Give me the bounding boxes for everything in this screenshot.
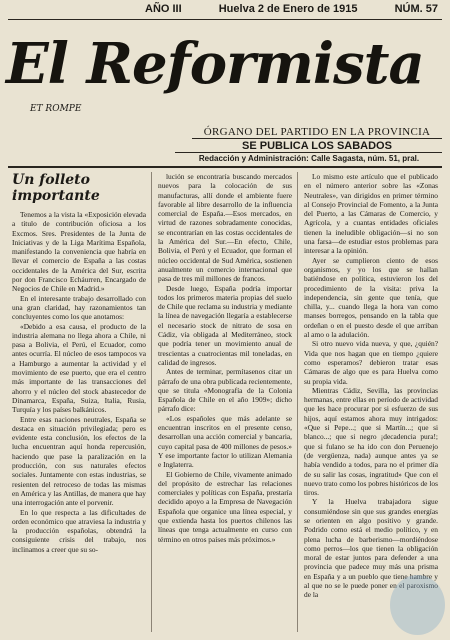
column-divider — [297, 172, 298, 632]
article-paragraph: lución se encontraría buscando mercados nuevos para la colocación de sus manufacturas, allí donde el ambiente fuere favorable al libre desarrollo de la influencia comercial de España.—Esos mercados, en virtud de razones sobradamente conocidas, se encontrarían en las costas occidentales de la América del Sur.—En efecto, Chile, Bolivia, el Perú y el Ecuador, que forman el núcleo occidental de Sud América, sostienen anualmente un comercio internacional que pasa de tres mil millones de francos. — [158, 172, 292, 284]
masthead-subtitle: ÓRGANO DEL PARTIDO EN LA PROVINCIA — [203, 126, 431, 138]
editorial-address: Redacción y Administración: Calle Sagasta, núm. 51, pral. — [198, 154, 420, 163]
article-paragraph: Tenemos a la vista la «Exposición elevada a título de contribución oficiosa a los Excmos. Sres. Presidentes de la Junta de Iniciativas y de la Liga Marítima Española, manifestando la conveniencia que habría en llevar el comercio de España a las costas occidentales de la América del Sur, escrita por don Francisco Echáurren, Encargado de Negocios de Chile en Madrid.» — [12, 210, 146, 294]
library-stamp — [390, 575, 445, 635]
masthead-rule — [8, 166, 442, 168]
issue-number: NÚM. 57 — [394, 3, 438, 15]
article-column-3 — [304, 172, 438, 636]
issue-year: AÑO III — [145, 3, 182, 15]
article-paragraph: En lo que respecta a las dificultades de orden económico que atraviesa la industria y la producción españolas, obtendrá la consiguiente crisis del trabajo, nos inclinamos a creer que su so- — [12, 507, 146, 554]
article-paragraph: Mientras Cádiz, Sevilla, las provincias hermanas, entre ellas en período de actividad que les hace procurar por si esfuerzo de sus hijos, aquí estamos ahora muy intrigados: «Que si Pepe...; que si Martín...; que si blanco...; que si negro ¡decadencia pura!; que si fulano se ha ido con don Peruenejo (de vergüenza, nada) aunque antes ya se había vendido a todos, para no el primer día de su salir las cosas, ingratitud» Que con el nuevo trato como los pobres históricos de los tiros. — [304, 385, 438, 498]
subtitle-rule — [192, 138, 442, 139]
article-paragraph: En el interesante trabajo desarrollado con una gran claridad, hay razonamientos tan concluyentes como los que anotamos: — [12, 293, 146, 322]
column-divider — [151, 172, 152, 632]
issue-header — [0, 0, 450, 18]
masthead-title: El Reformista — [6, 31, 424, 97]
article-paragraph: Entre esas naciones neutrales, España se destaca en situación privilegiada; pero es evidente esta conclusión, los efectos de la lucha encuentran aquí honda repercusión, haciendo que pase la paralización en la producción, con sus naturales efectos sociales. Juntamente con estas industrias, se resienten del retroceso de todas las mismas en América y las Antillas, de manera que hay una interrogación ante el porvenir. — [12, 414, 146, 508]
publication-schedule: SE PUBLICA LOS SABADOS — [242, 140, 392, 152]
article-paragraph: Lo mismo este artículo que el publicado en el número anterior sobre las «Zonas Neutrales», van dirigidos en primer término al Consejo Provincial de Fomento, a la Junta del Puerto, a las Cámaras de Comercio, y Agrícola, y a cuantas entidades oficiales tienen la ineludible obligación—si no son una farsa—de estudiar estos problemas para interesar a la opinión. — [304, 172, 438, 256]
article-column-1 — [12, 172, 146, 636]
schedule-rule — [175, 152, 442, 153]
article-paragraph: Ayer se cumplieron ciento de esos organismos, y yo los que se hallan batiéndose en política, estuvieron los del procedimiento de la visita: priva la independencia, sin gente que tenía, que chilla, y... cuando llega la hora van como manses borregos, pensando en la tabla que ordeñan o en el puesto desde el que arriban al amo o la adulación. — [304, 255, 438, 340]
article-paragraph: Y la Huelva trabajadora sigue consumiéndose sin que sus grandes energías se orienten en algo positivo y grande. Podrido como está el medio político, y en plena lucha de barberismo—mordiéndose como perros—los que tienen la obligación moral de estar juntos para defender a una provincia que padece muy más una prisma en España y a un pueblo que tiene hambre y al que no se le puede poner en el paroxismo de la — [304, 497, 438, 600]
issue-place-date: Huelva 2 de Enero de 1915 — [218, 3, 358, 15]
article-paragraph: El Gobierno de Chile, vivamente animado del propósito de estrechar las relaciones comerciales y políticas con España, prestaría decidido apoyo a la Empresa de Navegación Española que organice una línea especial, y que extienda hasta los puertos chilenos las líneas que tenga actualmente en curso con término en otros países más próximos.» — [158, 469, 292, 544]
masthead-ornament: ET ROMPE — [30, 104, 82, 114]
article-paragraph: «Los españoles que más adelante se encuentran inscritos en el presente censo, desarrollan una acción comercial y bancaria, cuyo capital pasa de 400 millones de pesos.» Y ese importante factor lo utilizan Alemania e Inglaterra. — [158, 413, 292, 470]
article-headline: Un folleto importante — [12, 172, 100, 204]
article-paragraph: Si otro nuevo vida nueva, y que, ¿quién? Vida que nos hagan que en tiempo ¿quiere como esperamos? debieron tratar esas Cámaras de algo que es para Huelva como su propia vida. — [304, 339, 438, 386]
article-column-2 — [158, 172, 292, 636]
article-paragraph: Desde luego, España podría importar todos los primeros materia propias del suelo de Chile que reclama su industria y mediante la línea de navegación llegaría a establecerse el necesario stock de nitrato de sosa en Cádiz, vía obligada al Mediterráneo, stock que podría tener un movimiento anual de trescientas a cuatrocientas mil toneladas, en calidad de ingresos. — [158, 283, 292, 367]
article-paragraph: Antes de terminar, permítasenos citar un párrafo de una obra publicada recientemente, que se titula «Monografía de la Colonia Española de Chile en el año 1909»; dicho párrafo dice: — [158, 367, 292, 414]
article-paragraph: «Debido a esa causa, el producto de la industria alemana no llega ahora a Chile, ni pasa a Bolivia, el Perú, el Ecuador, como antes ocurría. El núcleo de esos tampocos va a Hamburgo a aumentar la actividad y el movimiento de ese puerto, que era el centro más importante de las transacciones del ahorro y el núcleo del stock abastecedor de Dinamarca, España, Suiza, Italia, Rusia, Turquía y los países balkánicos. — [12, 321, 146, 415]
masthead — [6, 22, 446, 117]
header-rule — [8, 19, 442, 20]
